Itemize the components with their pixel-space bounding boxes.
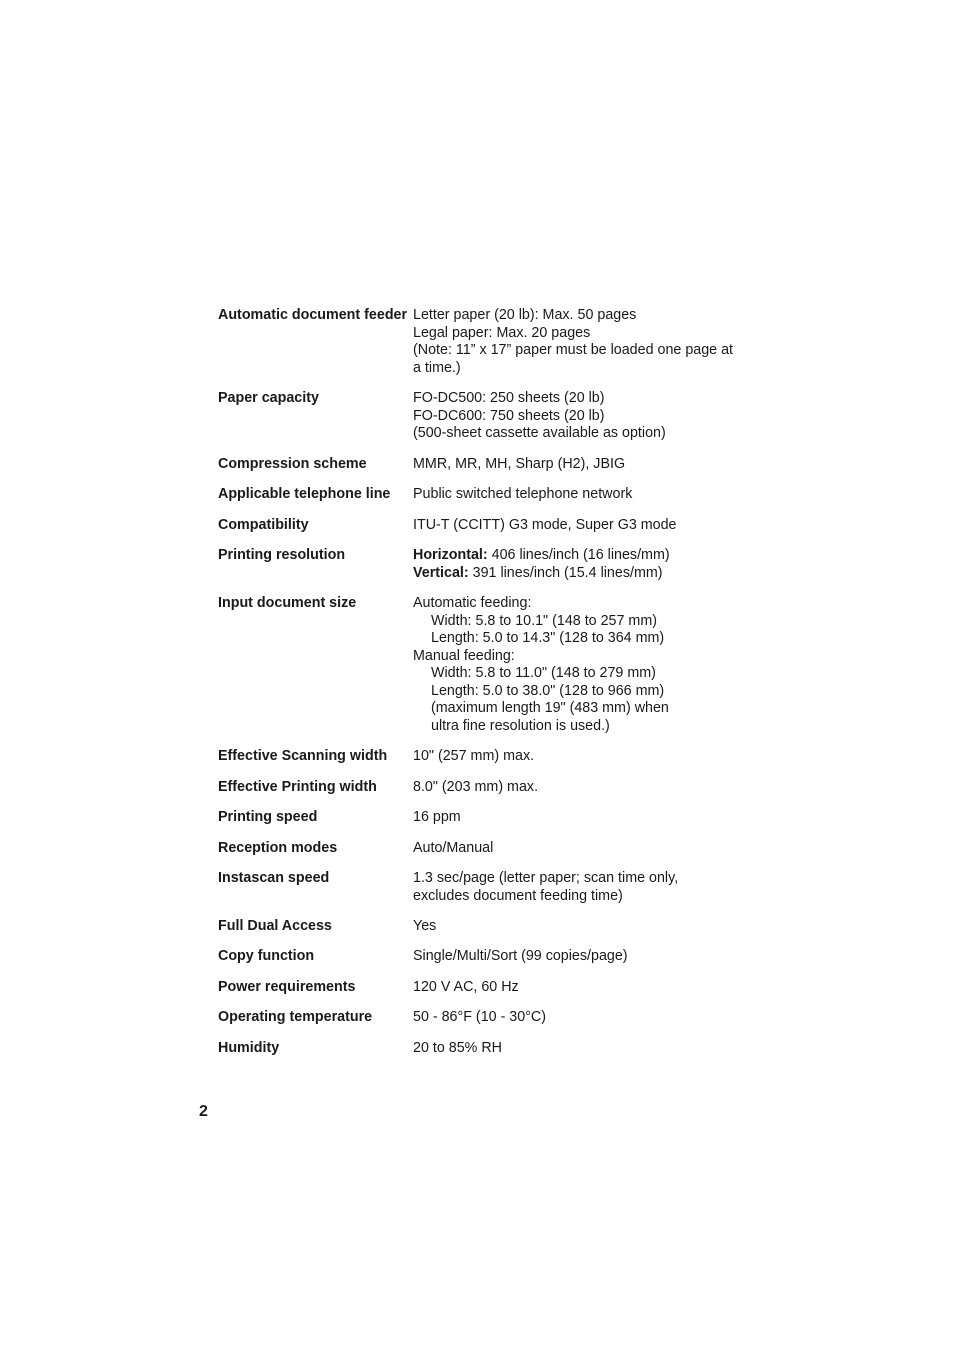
spec-value <box>413 748 748 766</box>
spec-label: Applicable telephone line <box>218 486 391 503</box>
spec-label: Printing speed <box>218 809 318 826</box>
spec-label: Printing resolution <box>218 546 346 563</box>
spec-value-line: excludes document feeding time) <box>413 887 623 904</box>
spec-value <box>413 595 748 736</box>
spec-row-power-requirements <box>218 979 748 997</box>
spec-label: Input document size <box>218 594 357 611</box>
spec-value <box>413 979 748 997</box>
spec-row-paper-capacity <box>218 390 748 443</box>
spec-value <box>413 779 748 797</box>
spec-label: Instascan speed <box>218 870 330 887</box>
spec-row-humidity <box>218 1040 748 1058</box>
spec-label: Reception modes <box>218 839 338 856</box>
spec-value-line: Manual feeding: <box>413 647 515 664</box>
spec-value <box>413 547 748 582</box>
spec-value-line: Yes <box>413 918 437 934</box>
spec-row-printing-speed <box>218 809 748 827</box>
spec-value <box>413 1009 748 1027</box>
spec-value-line: FO-DC600: 750 sheets (20 lb) <box>413 407 605 424</box>
spec-value <box>413 948 748 966</box>
spec-value <box>413 918 748 936</box>
spec-value-line: 8.0" (203 mm) max. <box>413 778 539 795</box>
spec-value <box>413 870 748 905</box>
spec-value-line: Single/Multi/Sort (99 copies/page) <box>413 948 628 965</box>
spec-value-line: ITU-T (CCITT) G3 mode, Super G3 mode <box>413 516 677 533</box>
spec-value-line: FO-DC500: 250 sheets (20 lb) <box>413 390 605 407</box>
spec-row-compression-scheme <box>218 456 748 474</box>
horizontal-resolution-value: 406 lines/inch (16 lines/mm) <box>487 546 670 563</box>
spec-value <box>413 517 748 535</box>
spec-row-applicable-telephone-line <box>218 486 748 504</box>
spec-label: Full Dual Access <box>218 918 332 934</box>
spec-value-line: Length: 5.0 to 38.0" (128 to 966 mm) <box>431 682 665 699</box>
spec-value <box>413 486 748 504</box>
spec-row-full-dual-access <box>218 918 748 936</box>
spec-value-line: Letter paper (20 lb): Max. 50 pages <box>413 307 637 323</box>
page-number: 2 <box>199 1103 208 1120</box>
spec-value-line: 120 V AC, 60 Hz <box>413 978 519 995</box>
spec-label: Copy function <box>218 948 315 965</box>
spec-label: Operating temperature <box>218 1009 373 1026</box>
spec-value-line: 50 - 86°F (10 - 30°C) <box>413 1009 547 1026</box>
spec-value-line: Width: 5.8 to 10.1" (148 to 257 mm) <box>431 612 657 629</box>
spec-label: Automatic document feeder <box>218 307 408 323</box>
spec-row-effective-printing-width <box>218 779 748 797</box>
spec-value-line: Width: 5.8 to 11.0" (148 to 279 mm) <box>431 665 656 682</box>
spec-label: Compatibility <box>218 516 309 533</box>
spec-value-line: Auto/Manual <box>413 839 494 856</box>
spec-row-printing-resolution <box>218 547 748 582</box>
spec-value <box>413 456 748 474</box>
spec-row-automatic-document-feeder <box>218 307 748 377</box>
spec-row-input-document-size <box>218 595 748 736</box>
spec-value <box>413 809 748 827</box>
spec-table <box>218 307 748 1070</box>
spec-row-reception-modes <box>218 840 748 858</box>
spec-value-line: Legal paper: Max. 20 pages <box>413 324 591 341</box>
spec-value-line: 20 to 85% RH <box>413 1039 503 1056</box>
spec-value <box>413 840 748 858</box>
spec-value-line: MMR, MR, MH, Sharp (H2), JBIG <box>413 455 626 472</box>
spec-value-line: ultra fine resolution is used.) <box>431 718 610 735</box>
spec-value-line: (maximum length 19" (483 mm) when <box>431 700 669 717</box>
spec-value-line <box>413 547 748 565</box>
spec-value-line: (500-sheet cassette available as option) <box>413 425 666 442</box>
spec-value <box>413 390 748 443</box>
spec-value <box>413 1040 748 1058</box>
spec-label: Power requirements <box>218 978 356 995</box>
spec-value-line: (Note: 11” x 17” paper must be loaded one page at <box>413 342 734 359</box>
spec-label: Effective Scanning width <box>218 748 388 765</box>
spec-value-line: 10" (257 mm) max. <box>413 748 535 765</box>
spec-row-compatibility <box>218 517 748 535</box>
spec-value-line: 1.3 sec/page (letter paper; scan time only, <box>413 870 679 887</box>
spec-row-operating-temperature <box>218 1009 748 1027</box>
spec-value-line <box>413 565 748 583</box>
spec-value-line: Automatic feeding: <box>413 594 532 611</box>
spec-label: Paper capacity <box>218 390 319 407</box>
spec-row-instascan-speed <box>218 870 748 905</box>
spec-value <box>413 307 748 377</box>
spec-label: Humidity <box>218 1039 280 1056</box>
spec-row-copy-function <box>218 948 748 966</box>
vertical-resolution-value: 391 lines/inch (15.4 lines/mm) <box>468 564 663 581</box>
spec-value-line: Length: 5.0 to 14.3" (128 to 364 mm) <box>431 630 665 647</box>
spec-row-effective-scanning-width <box>218 748 748 766</box>
spec-label: Compression scheme <box>218 455 367 472</box>
spec-label: Effective Printing width <box>218 778 377 795</box>
spec-value-line: 16 ppm <box>413 809 461 826</box>
spec-value-line: a time.) <box>413 359 461 376</box>
vertical-resolution-label: Vertical: <box>413 564 469 581</box>
horizontal-resolution-label: Horizontal: <box>413 546 488 563</box>
spec-value-line: Public switched telephone network <box>413 486 633 503</box>
